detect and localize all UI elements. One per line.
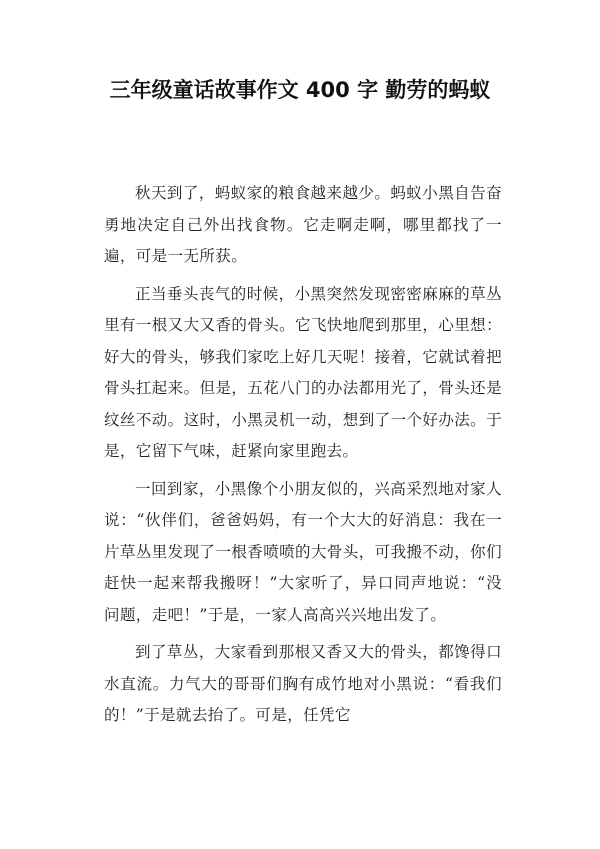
document-body — [104, 178, 502, 738]
paragraph: 一回到家，小黑像个小朋友似的，兴高采烈地对家人说：“伙伴们，爸爸妈妈，有一个大大的好消息：我在一片草丛里发现了一根香喷喷的大骨头，可我搬不动，你们赶快一起来帮我搬呀！”大家听了，异口同声地说：“没问题，走吧！”于是，一家人高高兴兴地出发了。 — [104, 479, 502, 624]
document-title: 三年级童话故事作文 400 字 勤劳的蚂蚁 — [109, 78, 491, 102]
paragraph: 到了草丛，大家看到那根又香又大的骨头，都馋得口水直流。力气大的哥哥们胸有成竹地对小黑说：“看我们的！”于是就去抬了。可是，任凭它 — [104, 643, 502, 724]
paragraph: 正当垂头丧气的时候，小黑突然发现密密麻麻的草丛里有一根又大又香的骨头。它飞快地爬到那里，心里想：好大的骨头，够我们家吃上好几天呢！接着，它就试着把骨头扛起来。但是，五花八门的办法都用光了，骨头还是纹丝不动。这时，小黑灵机一动，想到了一个好办法。于是，它留下气味，赶紧向家里跑去。 — [104, 284, 502, 460]
paragraph: 秋天到了，蚂蚁家的粮食越来越少。蚂蚁小黑自告奋勇地决定自己外出找食物。它走啊走啊，哪里都找了一遍，可是一无所获。 — [104, 184, 502, 265]
